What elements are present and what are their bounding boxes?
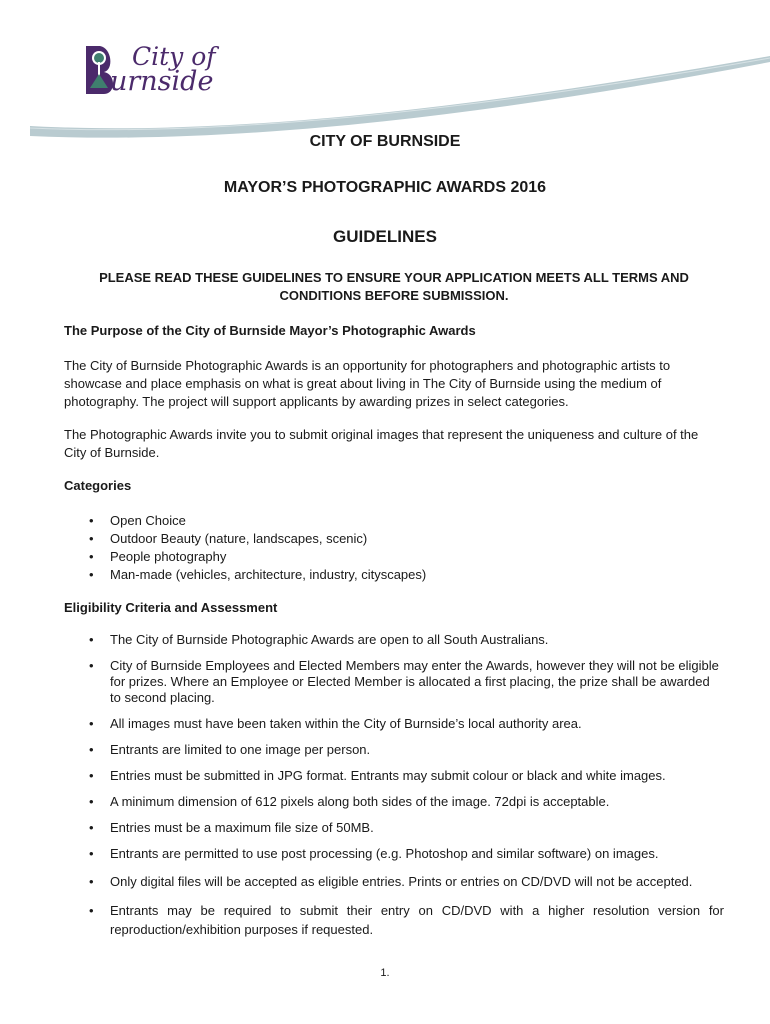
criterion-text: Only digital files will be accepted as eligible entries. Prints or entries on CD/DVD will not be accepted. — [110, 874, 693, 889]
list-item — [64, 846, 724, 862]
eligibility-list — [64, 632, 724, 949]
list-item — [64, 820, 724, 836]
categories-heading: Categories — [64, 478, 132, 493]
criterion-text: Entrants are limited to one image per person. — [110, 742, 371, 757]
organisation-title: CITY OF BURNSIDE — [309, 133, 461, 150]
list-item — [64, 901, 724, 939]
bullet-icon: • — [89, 716, 94, 731]
list-item — [64, 566, 426, 584]
purpose-paragraph-1: The City of Burnside Photographic Awards is an opportunity for photographers and photographic artists to showcase and place emphasis on what is great about living in The City of Burnside using the medium of photography. The project will support applicants by awarding prizes in select categories. — [64, 358, 671, 409]
logo-line-1: City of — [132, 42, 216, 71]
bullet-icon: • — [89, 658, 94, 673]
list-item — [64, 716, 724, 732]
logo-line-2: urnside — [110, 66, 214, 97]
bullet-icon: • — [89, 632, 94, 647]
purpose-paragraph-2: The Photographic Awards invite you to submit original images that represent the uniqueness and culture of the City of Burnside. — [64, 427, 699, 460]
bullet-icon: • — [89, 903, 94, 918]
bullet-icon: • — [89, 846, 94, 861]
list-item — [64, 742, 724, 758]
city-of-burnside-logo — [82, 40, 252, 100]
list-item — [64, 548, 426, 566]
criterion-text: Entries must be a maximum file size of 50MB. — [110, 820, 374, 835]
category-label: Outdoor Beauty (nature, landscapes, scenic) — [110, 531, 368, 546]
bullet-icon: • — [89, 768, 94, 783]
criterion-text: The City of Burnside Photographic Awards are open to all South Australians. — [110, 632, 549, 647]
criterion-text: Entrants may be required to submit their entry on CD/DVD with a higher resolution version for reproduction/exhibition purposes if requested. — [110, 903, 724, 937]
award-title: MAYOR’S PHOTOGRAPHIC AWARDS 2016 — [223, 179, 547, 196]
criterion-text: Entrants are permitted to use post processing (e.g. Photoshop and similar software) on images. — [110, 846, 659, 861]
list-item — [64, 794, 724, 810]
bullet-icon: • — [89, 567, 94, 582]
list-item — [64, 632, 724, 648]
purpose-heading: The Purpose of the City of Burnside Mayor’s Photographic Awards — [64, 323, 476, 338]
criterion-text: Entries must be submitted in JPG format. Entrants may submit colour or black and white images. — [110, 768, 666, 783]
bullet-icon: • — [89, 874, 94, 889]
bullet-icon: • — [89, 794, 94, 809]
category-label: Open Choice — [110, 513, 186, 528]
list-item — [64, 768, 724, 784]
bullet-icon: • — [89, 549, 94, 564]
categories-list — [64, 512, 426, 584]
criterion-text: A minimum dimension of 612 pixels along both sides of the image. 72dpi is acceptable. — [110, 794, 610, 809]
category-label: Man-made (vehicles, architecture, industry, cityscapes) — [110, 567, 427, 582]
bullet-icon: • — [89, 513, 94, 528]
bullet-icon: • — [89, 820, 94, 835]
page-number: 1. — [380, 967, 390, 979]
document-title: GUIDELINES — [333, 227, 437, 246]
criterion-text: All images must have been taken within the City of Burnside’s local authority area. — [110, 716, 582, 731]
list-item — [64, 872, 724, 891]
important-notice: PLEASE READ THESE GUIDELINES TO ENSURE YOUR APPLICATION MEETS ALL TERMS AND CONDITIONS BEFORE SUBMISSION. — [99, 270, 689, 303]
criterion-text: City of Burnside Employees and Elected Members may enter the Awards, however they will not be eligible for prizes. Where an Employee or Elected Member is allocated a first placing, the prize shall be awarded to second placing. — [110, 658, 719, 705]
category-label: People photography — [110, 549, 227, 564]
bullet-icon: • — [89, 742, 94, 757]
bullet-icon: • — [89, 531, 94, 546]
list-item — [64, 512, 426, 530]
list-item — [64, 658, 724, 706]
eligibility-heading: Eligibility Criteria and Assessment — [64, 600, 278, 615]
list-item — [64, 530, 426, 548]
